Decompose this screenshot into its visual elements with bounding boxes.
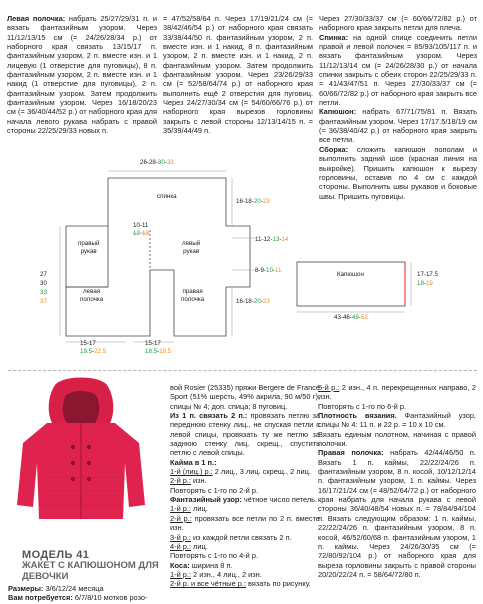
middle-height-label: 8-9-10-11 bbox=[255, 267, 282, 274]
col4-paragraph bbox=[170, 570, 320, 579]
model-title: ЖАКЕТ С КАПЮШОНОМ ДЛЯ ДЕВОЧКИ bbox=[22, 560, 159, 582]
top-height-label: 16-18-20-23 bbox=[236, 198, 270, 205]
paragraph-heading: Фантазийный узор: bbox=[170, 495, 242, 505]
row-label: 1-й р.: bbox=[170, 504, 191, 514]
back-label: спинка bbox=[157, 193, 177, 200]
paragraph-heading: Коса: bbox=[170, 560, 190, 570]
schematic-body-outline bbox=[66, 178, 250, 336]
section-divider bbox=[8, 370, 477, 371]
line-heading: Размеры: bbox=[8, 584, 44, 593]
row-label: 2-й р.: bbox=[170, 513, 192, 523]
paragraph-text: чётное число петель. bbox=[241, 495, 318, 505]
left-bottom-width-label: 15-17 19.5-22.5 bbox=[80, 340, 107, 355]
paragraph-text: сложить капюшон пополам и выполнить задний шов (красная линия на выкройке). Пришить капюшон к вырезу горловины, оставив по 4 см с каждой стороны. Выполнить швы рукавов и боковые швы. Пришить пуговицы. bbox=[319, 144, 477, 201]
col4-paragraph bbox=[170, 411, 320, 458]
paragraph-text: лиц. bbox=[190, 504, 208, 514]
col5-paragraph bbox=[318, 448, 476, 579]
paragraph-text: провязать петлю за переднюю стенку лиц., не спуская петли с левой спицы, провязать ту же петлю за заднюю стенку лиц. скрещ., спустить петлю с левой спицы. bbox=[170, 411, 321, 458]
paragraph-text: вязать по рисунку. bbox=[245, 579, 311, 589]
right-sleeve-label: правый рукав bbox=[78, 240, 100, 255]
text-column-4 bbox=[170, 383, 320, 589]
sizes-line bbox=[8, 584, 168, 593]
left-front-label: левая полочка bbox=[80, 288, 104, 303]
paragraph-heading: Правая полочка: bbox=[318, 448, 384, 458]
hood-height-label: 17-17.5 18-19 bbox=[417, 271, 438, 287]
middle-width-label: 10-11 12-13 bbox=[133, 222, 149, 237]
total-height-label: 27 30 33 37 bbox=[40, 271, 47, 305]
paragraph-text: набрать 25/27/29/31 п. и вязать фантазийным узором. Через 11/12/13/15 см (= 24/26/28/34 р.) от наборного края связать 13/15/17 п. фантазийным узором, 2 п. вместе изн. и 1 лицевую (1 отверстие для пуговицы), 8 п. фантазийным узором, 2 п. вместе изн. и 1 накид (1 отверстие для пуговицы), 2 п. фантазийным узором. Затем продолжить фантазийным узором. Через 16/18/20/23 см (= 36/40/44/52 р.) от наборного края для начала левого рукава набрать с правой стороны 22/25/29/33 новых п. bbox=[7, 14, 157, 136]
paragraph-text: набрать 42/44/46/50 п. Вязать 1 п. каймы, 22/22/24/26 п. фантазийным узором, 8 п. косой, 10/12/12/14 п. фантазийным узором, 1 п. каймы. Через 16/17/21/24 см (= 48/52/64/72 р.) от наборного края набрать для начала рукава с левой стороны 36/40/48/54 новых п. = 78/84/94/104 п. Вязать следующим образом: 1 п. каймы, 22/22/24/26 п. фантазийным узором, 8 п. косой, 46/52/60/68 п. фантазийным узором, 1 п. каймы. Через 24/26/30/35 см (= 72/80/92/104 р.) от наборного края для выреза горловины закрыть с правой стороны 20/20/22/24 п. = 58/64/72/80 п. bbox=[318, 448, 476, 579]
paragraph-text: на одной спице соединить петли правой и левой полочек = 85/93/105/117 п. и вязать фантазийным узором. Через 11/12/13/14 см (= 24/26/28/30 р.) от начала спинки закрыть с обеих сторон 22/25/29/33 п. = 41/43/47/51 п. Через 27/30/33/37 см (= 60/66/72/82 р.) от наборного края закрыть все петли. bbox=[319, 32, 477, 108]
paragraph-heading: Левая полочка: bbox=[7, 14, 66, 23]
col4-paragraph bbox=[170, 579, 320, 588]
col5-paragraph bbox=[318, 383, 476, 402]
paragraph-text: 2 изн., 4 лиц., 2 изн. bbox=[190, 569, 262, 579]
hood-width-label: 43-46-49-52 bbox=[334, 314, 368, 321]
back-width-label: 26-28-30-33 bbox=[140, 159, 174, 166]
paragraph-text: ширина 8 п. bbox=[189, 560, 233, 570]
row-label: 4-й р.: bbox=[170, 541, 191, 551]
row-label: 1-й р.: bbox=[170, 569, 191, 579]
line-heading: Вам потребуется: bbox=[8, 593, 73, 603]
col5-paragraph bbox=[318, 411, 476, 430]
line-value: 6/7/8/10 мотков розо- bbox=[72, 593, 148, 603]
paragraph-heading: Спинка: bbox=[319, 32, 349, 42]
paragraph-text: из каждой петли связать 2 п. bbox=[190, 532, 292, 542]
model-number: МОДЕЛЬ 41 bbox=[22, 549, 90, 561]
bottom-height-label: 16-18-20-23 bbox=[236, 298, 270, 305]
paragraph-text: Повторять с 1-го по 2-й р. bbox=[170, 485, 259, 495]
col4-paragraph bbox=[170, 486, 320, 495]
hood-label: Капюшон bbox=[337, 271, 364, 278]
left-sleeve-label: левый рукав bbox=[182, 240, 201, 255]
paragraph-text: вой Rosier (25335) пряжи Bergere de France Sport (51% шерсть, 49% акрила, 90 м/50 г); спицы № 4; доп. спица; 8 пуговиц. bbox=[170, 383, 320, 411]
col4-paragraph bbox=[170, 533, 320, 542]
row-label: 1-й (лиц.) р.: bbox=[170, 467, 213, 477]
col4-paragraph bbox=[170, 476, 320, 485]
hood-outline bbox=[297, 262, 405, 306]
col5-paragraph bbox=[318, 402, 476, 411]
jacket-photo bbox=[7, 377, 152, 525]
paragraph-text: 2 изн., 4 п. перекрещенных направо, 2 изн. bbox=[318, 383, 476, 402]
paragraph-heading: Капюшон: bbox=[319, 107, 357, 117]
col4-paragraph bbox=[170, 542, 320, 551]
paragraph-text: Через 27/30/33/37 см (= 60/66/72/82 р.) от наборного края закрыть петли для плеча. bbox=[319, 14, 477, 33]
col4-paragraph bbox=[170, 504, 320, 513]
col5-paragraph bbox=[318, 430, 476, 449]
paragraph-text: 2 лиц., 3 лиц. скрещ., 2 лиц. bbox=[212, 467, 311, 477]
paragraph-heading: Из 1 п. связать 2 п.: bbox=[170, 411, 248, 421]
row-label: 2-й р.: bbox=[170, 476, 191, 486]
row-label: 5-й р.: bbox=[318, 383, 340, 392]
line-value: 3/6/12/24 месяца bbox=[43, 584, 104, 593]
col4-paragraph bbox=[170, 467, 320, 476]
col4-paragraph bbox=[170, 514, 320, 533]
paragraph-text: = 47/52/58/64 п. Через 17/19/21/24 см (= 38/42/46/54 р.) от наборного края связать 33/38/44/50 п. фантазийным узором, 2 п. вместе изн. и 1 накид, 8 п. фантазийным узором, 2 п. вместе изн. и 1 накид, 2 п. фантазийным узором. Затем продолжить фантазийным узором. Через 23/26/29/33 см (= 52/58/64/74 р.) от наборного края выполнить ещё 2 отверстия для пуговиц. Через 24/27/30/34 см (= 54/60/66/76 р.) от наборного края вырезов горловины закрыть с левой стороны 12/13/14/15 п. = 35/39/44/49 п. bbox=[163, 14, 313, 136]
paragraph-text: Повторять с 1-го по 4-й р. bbox=[170, 551, 259, 561]
col4-paragraph bbox=[170, 458, 320, 467]
col4-paragraph bbox=[170, 495, 320, 504]
sizes-text bbox=[8, 584, 168, 603]
paragraph-text: Фантазийный узор, спицы № 4: 11 п. и 22 р. = 10 х 10 см. bbox=[318, 411, 476, 430]
paragraph-heading: Сборка: bbox=[319, 144, 349, 154]
paragraph-heading: Плотность вязания. bbox=[318, 411, 397, 421]
needs-line bbox=[8, 593, 168, 602]
paragraph-heading: Кайма в 1 п.: bbox=[170, 457, 217, 467]
paragraph-text: изн. bbox=[190, 476, 207, 486]
sleeve-height-label: 11-12-13-14 bbox=[255, 236, 289, 243]
col4-paragraph bbox=[170, 561, 320, 570]
row-label: 3-й р.: bbox=[170, 532, 191, 542]
paragraph-text: набрать 67/71/75/81 п. Вязать фантазийным узором. Через 17/17.5/18/19 см (= 36/38/40/42 р.) от наборного края закрыть все петли. bbox=[319, 107, 477, 145]
paragraph-text: провязать все петли по 2 п. вместе изн. bbox=[170, 513, 320, 533]
paragraph-text: лиц. bbox=[190, 541, 208, 551]
text-column-5 bbox=[318, 383, 476, 579]
col4-paragraph bbox=[170, 551, 320, 560]
paragraph-text: Повторять с 1-го по 6-й р. bbox=[318, 401, 407, 411]
col4-paragraph bbox=[170, 383, 320, 411]
paragraph-text: Вязать единым полотном, начиная с правой полочки. bbox=[318, 429, 476, 449]
row-label: 2-й р. и все чётные р.: bbox=[170, 579, 246, 589]
right-front-label: правая полочка bbox=[181, 288, 205, 303]
right-bottom-width-label: 15-17 18.5-19.5 bbox=[145, 340, 172, 355]
